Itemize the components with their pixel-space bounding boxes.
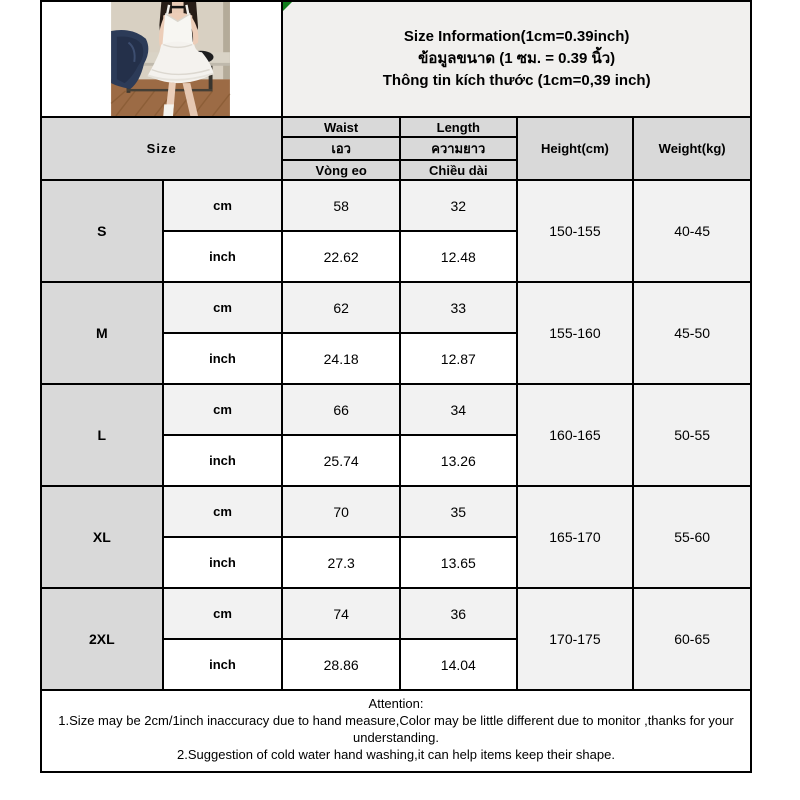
row-m-waist-inch: 24.18 <box>282 333 400 384</box>
attention-note-1: 1.Size may be 2cm/1inch inaccuracy due to hand measure,Color may be little different due to monitor ,thanks for your understanding. <box>58 713 734 745</box>
row-l-unit-inch: inch <box>163 435 283 486</box>
row-xl-label: XL <box>41 486 163 588</box>
attention-note <box>41 690 751 772</box>
row-s-waist-inch: 22.62 <box>282 231 400 282</box>
row-xl-length-cm: 35 <box>400 486 517 537</box>
header-length-th: ความยาว <box>400 137 517 160</box>
product-photo-wrap <box>42 2 281 116</box>
row-xl-waist-inch: 27.3 <box>282 537 400 588</box>
row-2xl-weight: 60-65 <box>633 588 751 690</box>
row-m-height: 155-160 <box>517 282 634 384</box>
title-english: Size Information(1cm=0.39inch) <box>403 28 630 45</box>
attention-note-2: 2.Suggestion of cold water hand washing,it can help items keep their shape. <box>177 747 615 762</box>
row-l-waist-cm: 66 <box>282 384 400 435</box>
row-l-unit-cm: cm <box>163 384 283 435</box>
row-l-height: 160-165 <box>517 384 634 486</box>
title-vietnamese: Thông tin kích thước (1cm=0,39 inch) <box>382 72 651 89</box>
product-photo <box>109 2 232 116</box>
product-photo-cell <box>41 1 282 117</box>
header-size: Size <box>41 117 282 180</box>
row-xl-waist-cm: 70 <box>282 486 400 537</box>
photo-wall-corner <box>223 2 230 79</box>
row-2xl-length-cm: 36 <box>400 588 517 639</box>
row-xl-unit-inch: inch <box>163 537 283 588</box>
photo-sock <box>163 104 174 116</box>
row-xl-unit-cm: cm <box>163 486 283 537</box>
row-s-length-inch: 12.48 <box>400 231 517 282</box>
title-thai: ข้อมูลขนาด (1 ซม. = 0.39 นิ้ว) <box>418 50 616 67</box>
row-m-length-cm: 33 <box>400 282 517 333</box>
row-l-weight: 50-55 <box>633 384 751 486</box>
header-weight: Weight(kg) <box>633 117 751 180</box>
row-s-unit-cm: cm <box>163 180 283 231</box>
row-s-waist-cm: 58 <box>282 180 400 231</box>
row-m-waist-cm: 62 <box>282 282 400 333</box>
row-l-label: L <box>41 384 163 486</box>
row-2xl-unit-cm: cm <box>163 588 283 639</box>
row-s-height: 150-155 <box>517 180 634 282</box>
row-2xl-unit-inch: inch <box>163 639 283 690</box>
row-l-length-cm: 34 <box>400 384 517 435</box>
row-m-weight: 45-50 <box>633 282 751 384</box>
row-xl-height: 165-170 <box>517 486 634 588</box>
header-height: Height(cm) <box>517 117 634 180</box>
row-m-label: M <box>41 282 163 384</box>
row-l-waist-inch: 25.74 <box>282 435 400 486</box>
row-l-length-inch: 13.26 <box>400 435 517 486</box>
row-s-unit-inch: inch <box>163 231 283 282</box>
row-s-label: S <box>41 180 163 282</box>
header-waist-vi: Vòng eo <box>282 160 400 180</box>
photo-choker <box>171 6 185 9</box>
row-xl-weight: 55-60 <box>633 486 751 588</box>
attention-heading: Attention: <box>368 696 424 711</box>
header-length-vi: Chiều dài <box>400 160 517 180</box>
row-2xl-waist-cm: 74 <box>282 588 400 639</box>
row-m-unit-cm: cm <box>163 282 283 333</box>
row-s-weight: 40-45 <box>633 180 751 282</box>
row-m-length-inch: 12.87 <box>400 333 517 384</box>
header-length-en: Length <box>400 117 517 137</box>
row-2xl-waist-inch: 28.86 <box>282 639 400 690</box>
row-m-unit-inch: inch <box>163 333 283 384</box>
row-s-length-cm: 32 <box>400 180 517 231</box>
row-2xl-height: 170-175 <box>517 588 634 690</box>
row-2xl-length-inch: 14.04 <box>400 639 517 690</box>
header-waist-en: Waist <box>282 117 400 137</box>
row-xl-length-inch: 13.65 <box>400 537 517 588</box>
header-waist-th: เอว <box>282 137 400 160</box>
title-cell <box>282 1 751 117</box>
size-table <box>40 0 752 773</box>
cell-corner-marker-icon <box>283 2 292 11</box>
row-2xl-label: 2XL <box>41 588 163 690</box>
